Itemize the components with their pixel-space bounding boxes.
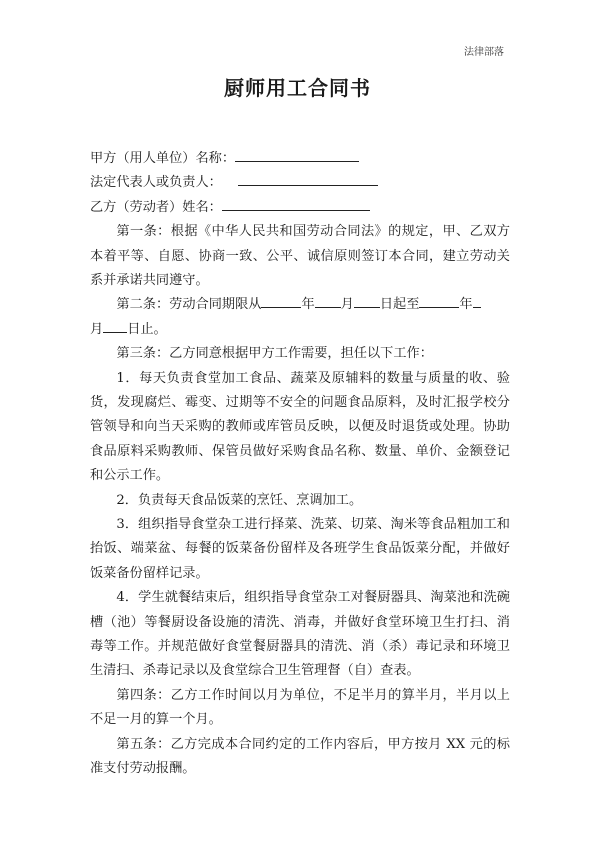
article-2-end: 日止。 — [127, 321, 167, 337]
article-1: 第一条：根据《中华人民共和国劳动合同法》的规定，甲、乙双方本着平等、自愿、协商一致、公平、诚信原则签订本合同，建立劳动关系并承诺共同遵守。 — [90, 224, 510, 288]
header-note: 法律部落 — [464, 47, 504, 58]
end-year-blank — [419, 294, 459, 308]
legal-rep-label: 法定代表人或负责人： — [90, 175, 222, 191]
party-b-blank — [222, 196, 370, 211]
duty-item-1: 1．每天负责食堂加工食品、蔬菜及原辅料的数量与质量的收、验货，发现腐烂、霉变、过期等不安全的问题食品原料，及时汇报学校分管领导和向当天采购的教师或库管员反映，以便及时退货或处理。协助食品原料采购教师、保管员做好采购食品名称、数量、单价、金额登记和公示工作。 — [90, 370, 510, 484]
duty-item-2: 2．负责每天食品饭菜的烹饪、烹调加工。 — [116, 492, 363, 508]
party-a-label: 甲方（用人单位）名称： — [90, 151, 236, 166]
start-month-blank — [315, 294, 341, 308]
article-2-month: 月 — [340, 297, 354, 313]
start-day-blank — [354, 294, 380, 308]
legal-rep-field — [90, 171, 510, 195]
article-4: 第四条：乙方工作时间以月为单位，不足半月的算半月，半月以上不足一月的算一个月。 — [90, 687, 510, 728]
party-a-field — [90, 147, 510, 171]
party-b-label: 乙方（劳动者）姓名： — [90, 199, 222, 215]
end-month-blank-a — [473, 294, 481, 308]
article-2-to: 日起至 — [379, 297, 420, 313]
party-b-field — [90, 196, 510, 220]
duty-item-4: 4．学生就餐结束后，组织指导食堂杂工对餐厨器具、淘菜池和洗碗槽（池）等餐厨设备设施的清洗、消毒，并做好食堂环境卫生打扫、消毒等工作。并规范做好食堂餐厨器具的清洗、消（杀）毒记录和环境卫生清扫、杀毒记录以及食堂综合卫生管理督（自）查表。 — [90, 590, 510, 679]
article-2-year: 年 — [301, 297, 315, 313]
article-2-month-2: 月 — [90, 321, 104, 337]
party-a-blank — [235, 147, 359, 162]
legal-rep-blank — [238, 171, 378, 186]
document-title: 厨师用工合同书 — [224, 76, 371, 100]
end-day-blank — [103, 319, 127, 333]
article-2-year-2: 年 — [459, 297, 473, 313]
start-year-blank — [261, 294, 301, 308]
contract-body — [90, 147, 510, 782]
article-5: 第五条：乙方完成本合同约定的工作内容后，甲方按月 XX 元的标准支付劳动报酬。 — [90, 736, 510, 777]
article-2 — [90, 293, 510, 342]
duty-item-3: 3．组织指导食堂杂工进行择菜、洗菜、切菜、淘米等食品粗加工和抬饭、端菜盆、每餐的饭菜备份留样及各班学生食品饭菜分配，并做好饭菜备份留样记录。 — [90, 517, 510, 581]
article-2-lead: 第二条：劳动合同期限从 — [116, 297, 262, 313]
article-3: 第三条：乙方同意根据甲方工作需要，担任以下工作： — [116, 346, 433, 362]
